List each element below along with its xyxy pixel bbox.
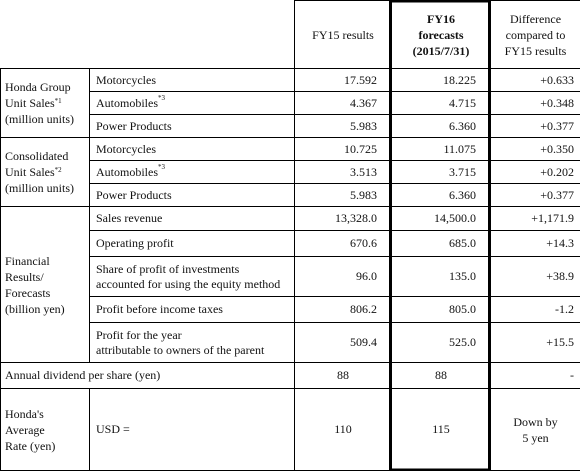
fy15-value: 13,328.0 <box>295 207 392 231</box>
diff-value: +0.377 <box>491 115 580 138</box>
row-label: Operating profit <box>90 231 295 257</box>
fy16-highlight-border <box>391 1 490 470</box>
dividend-label: Annual dividend per share (yen) <box>1 363 295 389</box>
financial-results-label: Financial Results/ Forecasts (billion yen) <box>1 207 90 363</box>
diff-value: +38.9 <box>491 257 580 297</box>
fy15-value: 88 <box>295 363 392 389</box>
row-label: Motorcycles <box>90 138 295 161</box>
fy16-value: 18.225 <box>392 69 491 92</box>
row-label: Motorcycles <box>90 69 295 92</box>
fy16-value: 115 <box>392 389 491 471</box>
row-label: Automobiles$^{*3}$ <box>90 161 295 184</box>
fy16-value: 6.360 <box>392 115 491 138</box>
diff-value: Down by 5 yen <box>491 389 580 471</box>
row-label: Power Products <box>90 184 295 207</box>
currency-label: USD = <box>90 389 295 471</box>
diff-value: -1.2 <box>491 297 580 323</box>
fy16-value: 135.0 <box>392 257 491 297</box>
fy16-value: 685.0 <box>392 231 491 257</box>
fy15-value: 17.592 <box>295 69 392 92</box>
honda-group-unit-sales-label: Honda Group Unit Sales$^{*1}$ (million units) <box>1 69 90 138</box>
diff-value: +0.202 <box>491 161 580 184</box>
row-label: Profit before income taxes <box>90 297 295 323</box>
fy15-value: 10.725 <box>295 138 392 161</box>
fy16-value: 4.715 <box>392 92 491 115</box>
header-fy16: FY16 forecasts (2015/7/31) <box>392 1 491 69</box>
diff-value: +14.3 <box>491 231 580 257</box>
average-rate-label: Honda's Average Rate (yen) <box>1 389 90 471</box>
diff-value: - <box>491 363 580 389</box>
fy16-value: 805.0 <box>392 297 491 323</box>
fy15-value: 3.513 <box>295 161 392 184</box>
diff-value: +0.377 <box>491 184 580 207</box>
fy16-value: 11.075 <box>392 138 491 161</box>
fy16-value: 88 <box>392 363 491 389</box>
row-label: Automobiles$^{*3}$ <box>90 92 295 115</box>
fy16-value: 525.0 <box>392 323 491 363</box>
diff-value: +0.348 <box>491 92 580 115</box>
header-fy15: FY15 results <box>295 1 392 69</box>
diff-value: +15.5 <box>491 323 580 363</box>
fy16-value: 6.360 <box>392 184 491 207</box>
row-label: Power Products <box>90 115 295 138</box>
row-label: Sales revenue <box>90 207 295 231</box>
fy15-value: 509.4 <box>295 323 392 363</box>
row-label: Share of profit of investments accounted for using the equity method <box>90 257 295 297</box>
consolidated-unit-sales-label: Consolidated Unit Sales$^{*2}$ (million units) <box>1 138 90 207</box>
fy15-value: 806.2 <box>295 297 392 323</box>
diff-value: +0.633 <box>491 69 580 92</box>
diff-value: +0.350 <box>491 138 580 161</box>
header-difference: Difference compared to FY15 results <box>491 1 580 69</box>
fy15-value: 4.367 <box>295 92 392 115</box>
diff-value: +1,171.9 <box>491 207 580 231</box>
fy15-value: 5.983 <box>295 115 392 138</box>
fy16-value: 3.715 <box>392 161 491 184</box>
fy15-value: 5.983 <box>295 184 392 207</box>
fy15-value: 96.0 <box>295 257 392 297</box>
row-label: Profit for the year attributable to owners of the parent <box>90 323 295 363</box>
fy16-value: 14,500.0 <box>392 207 491 231</box>
fy15-value: 110 <box>295 389 392 471</box>
fy15-value: 670.6 <box>295 231 392 257</box>
